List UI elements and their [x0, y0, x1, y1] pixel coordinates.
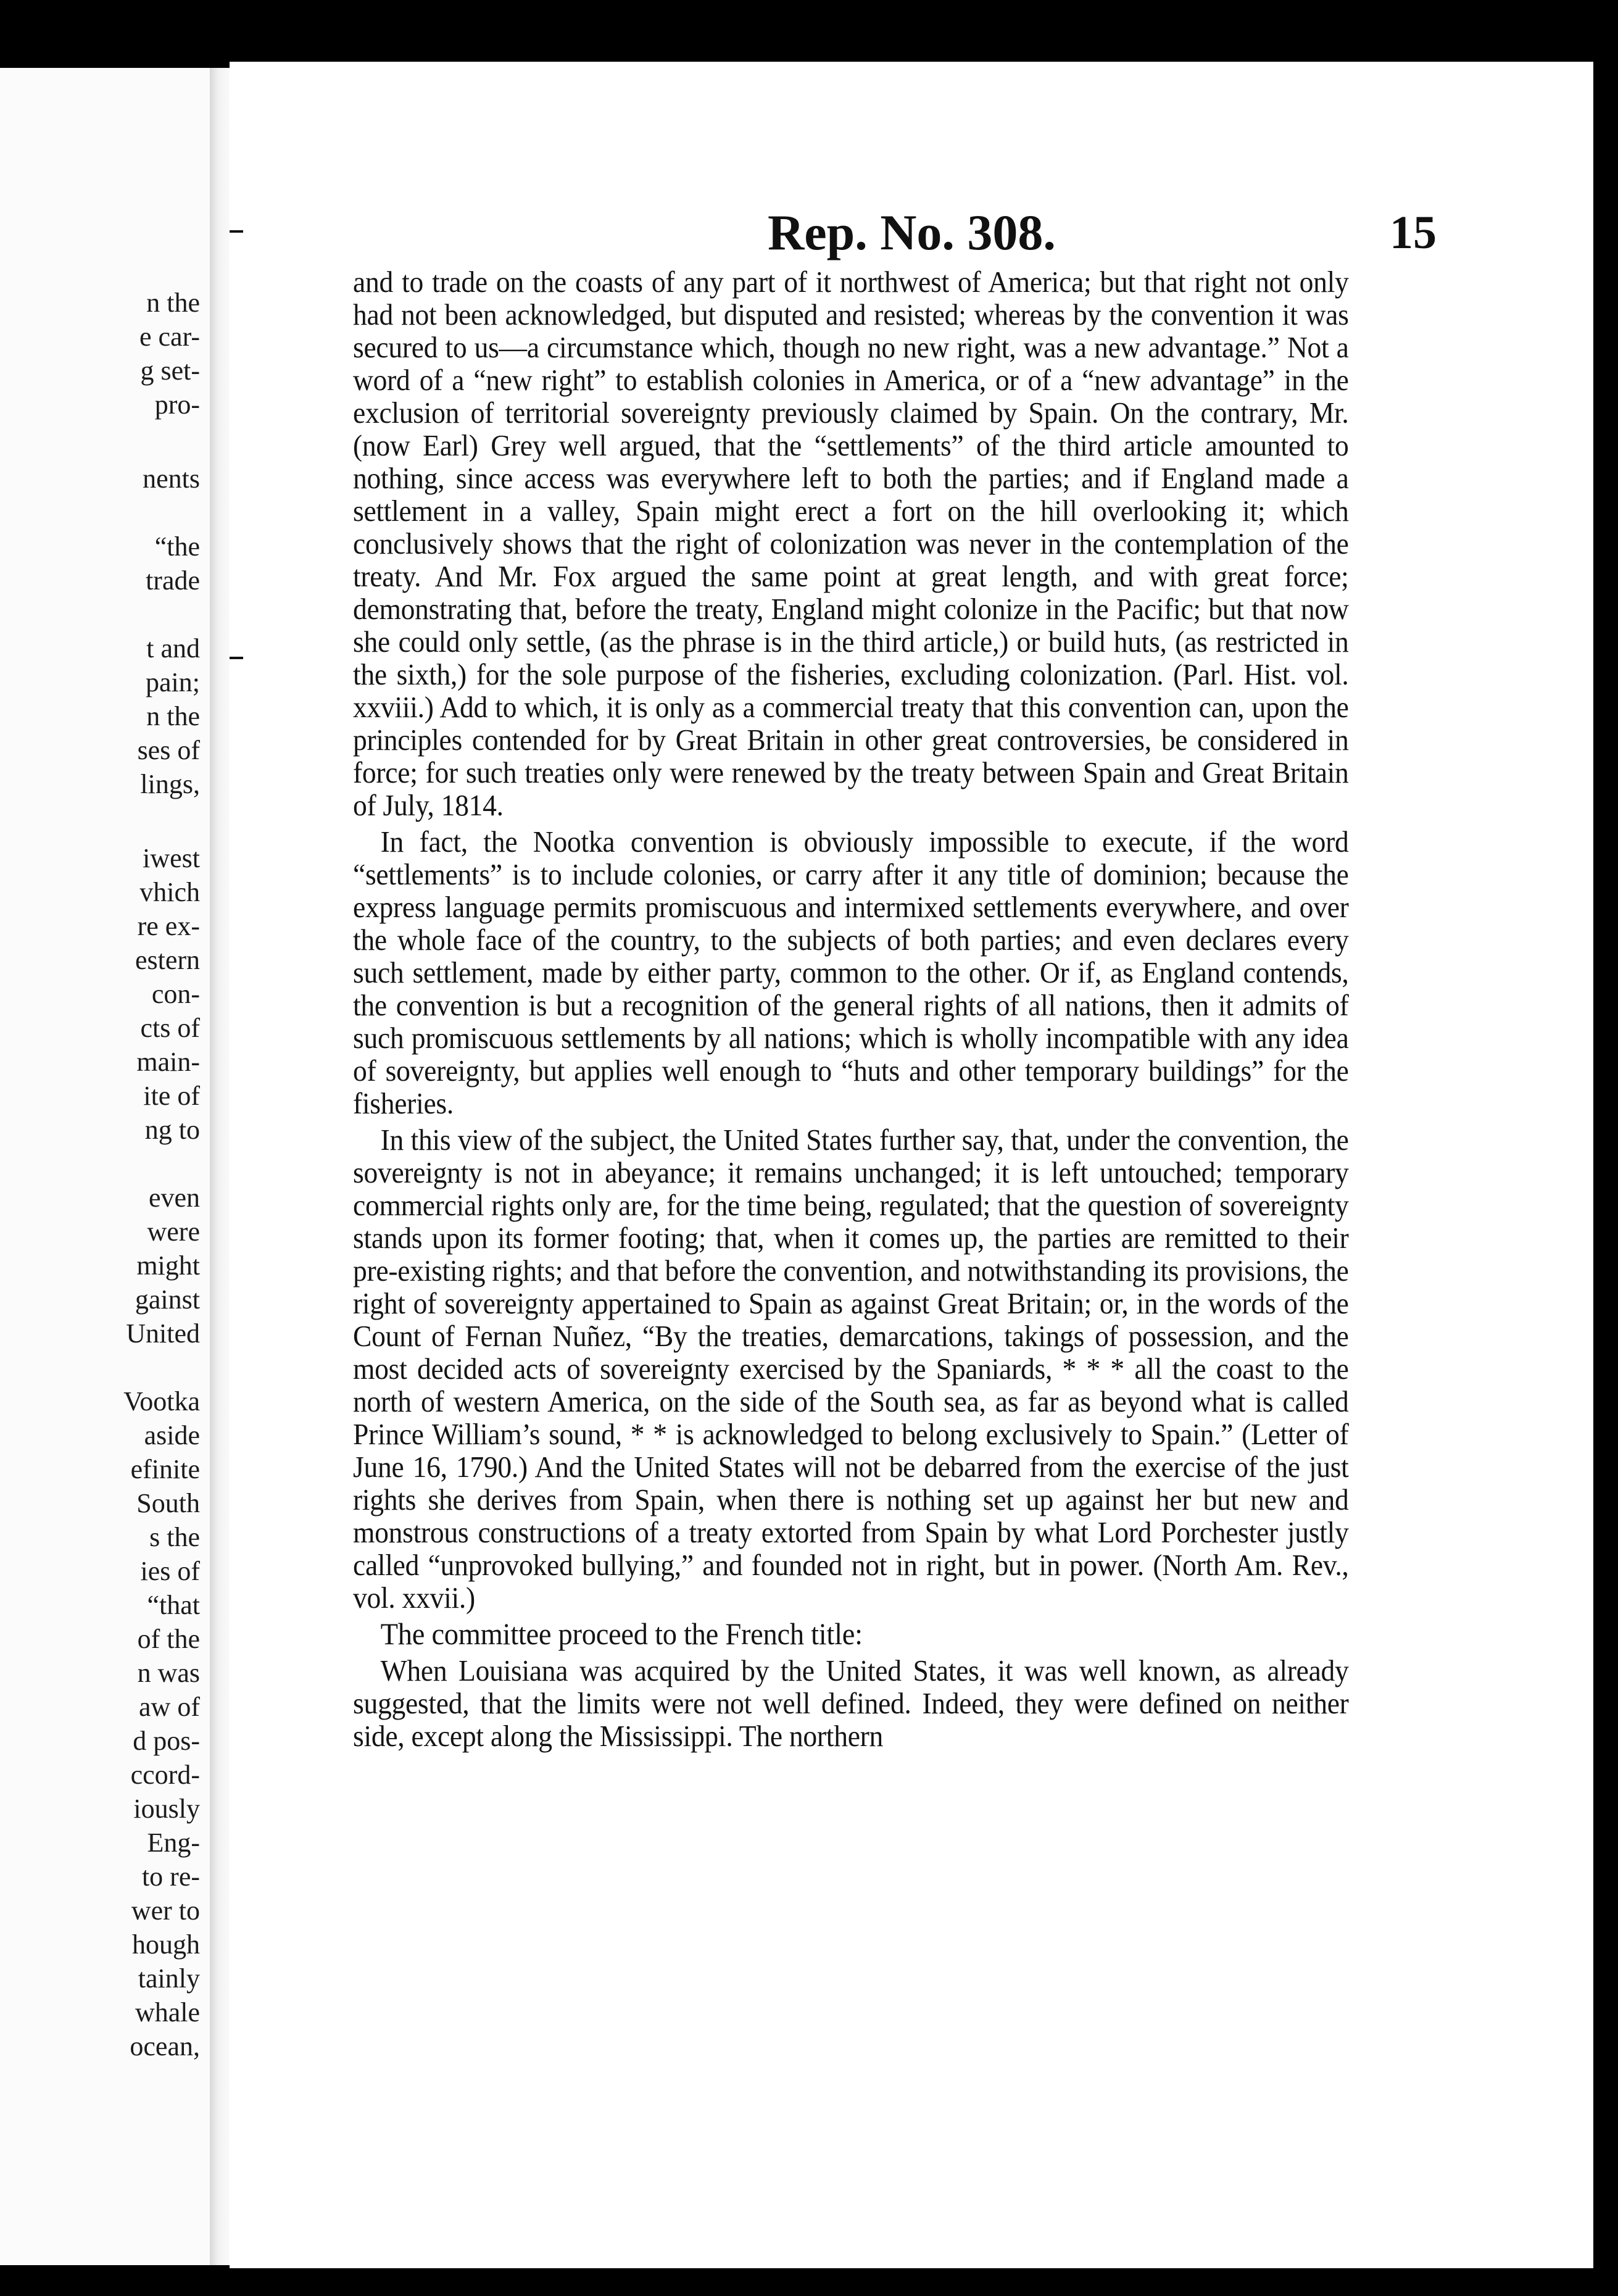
- facing-page-fragment: whale: [135, 1997, 200, 2028]
- body-text: [353, 265, 1349, 1756]
- facing-page-fragment: ite of: [143, 1081, 200, 1111]
- facing-page-fragment: n the: [146, 288, 200, 318]
- report-title: Rep. No. 308.: [768, 204, 1056, 260]
- facing-page-fragment: United: [126, 1318, 200, 1349]
- facing-page-fragment: n the: [146, 701, 200, 731]
- facing-page-fragment: ccord-: [130, 1760, 200, 1790]
- facing-page-fragment: aw of: [139, 1692, 200, 1722]
- paragraph: In fact, the Nootka convention is obviously impossible to execute, if the word “settlements” is to include colonies, or carry after it any title of dominion; because the express language permits promiscuous and intermixed settlements everywhere, and over the whole face of the country, to the subjects of both parties; and even declares every such settlement, made by either party, common to the other. Or if, as England contends, the convention is but a recognition of the general rights of all nations, then it admits of such promiscuous settlements by all nations; which is wholly incompatible with any idea of sovereignty, but applies well enough to “huts and other temporary buildings” for the fisheries.: [353, 825, 1349, 1120]
- facing-page-fragment: e car-: [139, 322, 200, 352]
- facing-page: [0, 68, 210, 2265]
- facing-page-fragment: to re-: [141, 1861, 200, 1892]
- facing-page-fragment: nents: [143, 464, 200, 494]
- facing-page-fragment: trade: [146, 565, 200, 596]
- facing-page-fragment: efinite: [130, 1454, 200, 1484]
- facing-page-fragment: even: [148, 1183, 200, 1213]
- paragraph: In this view of the subject, the United States further say, that, under the convention, the sovereignty is not in abeyance; it remains unchanged; it is left untouched; temporary commercial rights only are, for the time being, regulated; that the question of sovereignty stands upon its former footing; that, when it comes up, the parties are remitted to their pre-existing rights; and that before the convention, and notwithstanding its provisions, the right of sovereignty appertained to Spain as against Great Britain; or, in the words of the Count of Fernan Nuñez, “By the treaties, demarcations, takings of possession, and the most decided acts of sovereignty exercised by the Spaniards, * * * all the coast to the north of western America, on the side of the South sea, as far as beyond what is called Prince William’s sound, * * is acknowledged to belong exclusively to Spain.” (Letter of June 16, 1790.) And the United States will not be debarred from the exercise of the just rights she derives from Spain, when there is nothing set up against her but new and monstrous constructions of a treaty extorted from Spain by what Lord Porchester justly called “unprovoked bullying,” and founded not in right, but in power. (North Am. Rev., vol. xxvii.): [353, 1123, 1349, 1615]
- facing-page-fragment: of the: [137, 1624, 200, 1654]
- facing-page-fragment: cts of: [140, 1013, 200, 1043]
- page-number: 15: [1390, 207, 1437, 259]
- facing-page-fragment: pro-: [154, 389, 200, 420]
- facing-page-fragment: estern: [135, 945, 200, 975]
- facing-page-fragment: lings,: [140, 769, 200, 799]
- facing-page-fragment: iwest: [143, 843, 200, 873]
- facing-page-fragment: Eng-: [147, 1828, 200, 1858]
- facing-page-fragment: pain;: [146, 667, 200, 697]
- facing-page-fragment: “that: [147, 1590, 200, 1620]
- book-gutter: [210, 68, 230, 2265]
- facing-page-fragment: Vootka: [123, 1386, 200, 1416]
- facing-page-fragment: con-: [151, 979, 200, 1009]
- facing-page-fragment: ng to: [144, 1115, 200, 1145]
- margin-marker-icon: [230, 651, 243, 665]
- section-lead: The committee proceed to the French title:: [380, 1616, 863, 1651]
- facing-page-fragment: d pos-: [133, 1726, 200, 1756]
- paragraph: and to trade on the coasts of any part of it northwest of America; but that right not only had not been acknowledged, but disputed and resisted; whereas by the convention it was secured to us—a circumstance which, though no new right, was a new advantage.” Not a word of a “new right” to establish colonies in America, or of a “new advantage” in the exclusion of territorial sovereignty previously claimed by Spain. On the contrary, Mr. (now Earl) Grey well argued, that the “settlements” of the third article amounted to nothing, since access was everywhere left to both the parties; and if England made a settlement in a valley, Spain might erect a fort on the hill overlooking it; which conclusively shows that the right of colonization was never in the contemplation of the treaty. And Mr. Fox argued the same point at great length, and with great force; demonstrating that, before the treaty, England might colonize in the Pacific; but that now she could only settle, (as the phrase is in the third article,) or build huts, (as restricted in the sixth,) for the sole purpose of the fisheries, excluding colonization. (Parl. Hist. vol. xxviii.) Add to which, it is only as a commercial treaty that this convention can, upon the principles contended for by Great Britain in other great controversies, be considered in force; for such treaties only were renewed by the treaty between Spain and Great Britain of July, 1814.: [353, 265, 1349, 822]
- facing-page-fragment: “the: [154, 531, 200, 562]
- paragraph: When Louisiana was acquired by the United States, it was well known, as already suggested, that the limits were not well defined. Indeed, they were defined on neither side, except along the Mississippi. The northern: [353, 1653, 1349, 1753]
- facing-page-fragment: ocean,: [130, 2031, 200, 2061]
- facing-page-fragment: s the: [149, 1522, 200, 1552]
- facing-page-fragment: tainly: [138, 1963, 200, 1994]
- facing-page-fragment: re ex-: [137, 911, 200, 941]
- facing-page-fragment: main-: [136, 1047, 200, 1077]
- facing-page-fragment: gainst: [135, 1284, 200, 1315]
- facing-page-fragment: n was: [137, 1658, 200, 1688]
- facing-page-fragment: vhich: [139, 877, 200, 907]
- facing-page-fragment: t and: [146, 633, 200, 663]
- page: [230, 62, 1593, 2268]
- facing-page-fragment: might: [136, 1250, 200, 1281]
- facing-page-fragment: ies of: [140, 1556, 200, 1586]
- facing-page-fragment: g set-: [140, 356, 200, 386]
- facing-page-fragment: iously: [133, 1794, 200, 1824]
- facing-page-fragment: wer to: [131, 1895, 200, 1926]
- facing-page-fragment: aside: [144, 1420, 200, 1450]
- facing-page-fragment: South: [136, 1488, 200, 1518]
- facing-page-fragment: ses of: [137, 735, 200, 765]
- facing-page-fragment: were: [147, 1217, 200, 1247]
- facing-page-fragment: hough: [132, 1929, 200, 1960]
